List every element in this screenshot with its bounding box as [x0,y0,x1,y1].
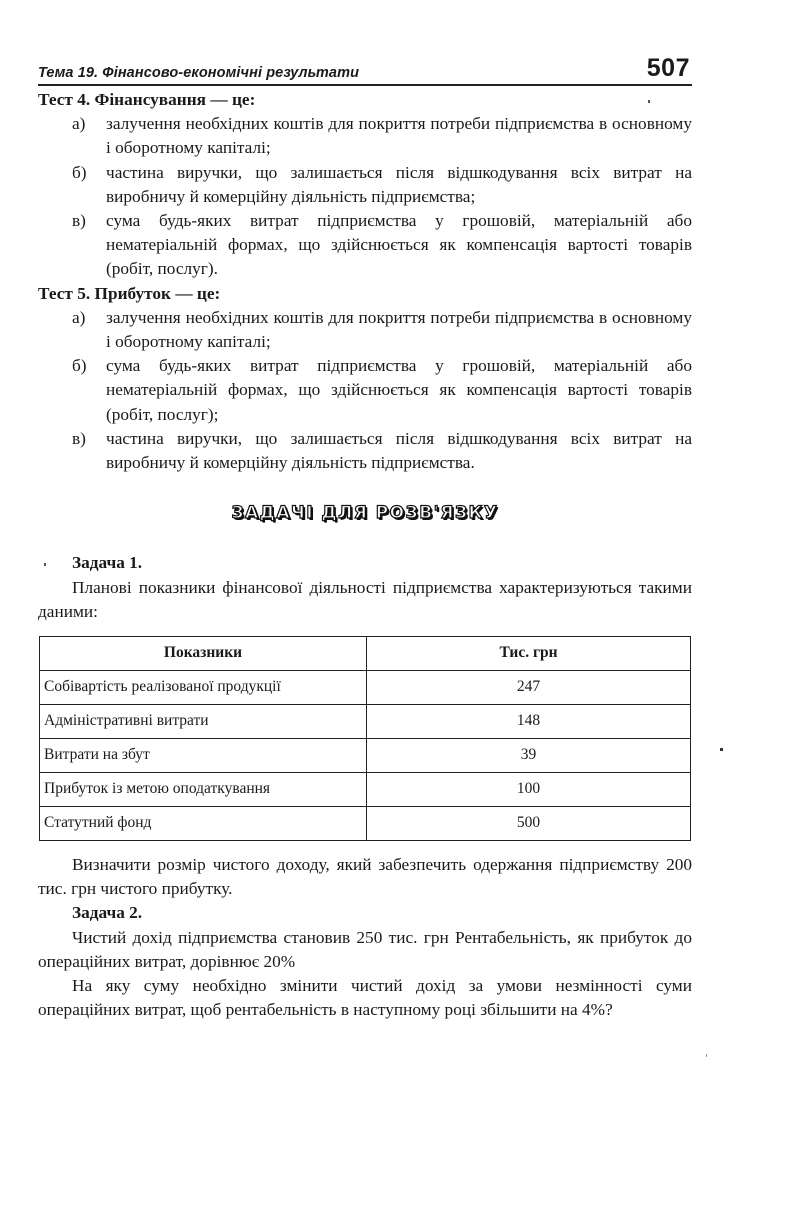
column-header-indicators: Показники [40,637,367,671]
indicator-value: 100 [367,773,691,807]
test-option [38,112,692,160]
indicator-value: 148 [367,705,691,739]
option-text: залучення необхідних коштів для покриття потреби підприємства в основному і оборотному капіталі; [106,307,692,352]
test-option [38,306,692,354]
table-row [40,671,691,705]
option-text: сума будь-яких витрат підприємства у грошовій, матеріальній або нематеріальній формах, що здійснюється як компенсація вартості товарів (робіт, послуг). [106,211,692,279]
indicator-value: 247 [367,671,691,705]
scan-speck [720,748,723,751]
table-row [40,773,691,807]
indicator-value: 500 [367,807,691,841]
task-title: Задача 1. [72,553,143,573]
section-heading: ЗАДАЧІ ДЛЯ РОЗВ'ЯЗКУ [231,503,499,524]
indicator-name: Адміністративні витрати [40,705,367,739]
test-option [38,209,692,282]
test-option [38,427,692,475]
option-letter: б) [72,356,87,376]
indicator-name: Прибуток із метою оподаткування [40,773,367,807]
running-title: Тема 19. Фінансово-економічні результати [38,65,360,81]
table-row [40,739,691,773]
test-option [38,354,692,427]
option-text: частина виручки, що залишається після відшкодування всіх витрат на виробничу й комерційну діяльність підприємства. [106,428,692,473]
task-title: Задача 2. [72,903,143,923]
option-letter: в) [72,211,86,231]
option-letter: а) [72,114,86,134]
option-text: сума будь-яких витрат підприємства у грошовій, матеріальній або нематеріальній формах, що здійснюється як компенсація вартості товарів (робіт, послуг); [106,356,692,424]
indicator-name: Собівартість реалізованої продукції [40,671,367,705]
task-intro: Планові показники фінансової діяльності підприємства характеризуються такими даними: [38,577,692,621]
table-row [40,807,691,841]
indicators-table [39,636,691,841]
task-1 [38,551,692,901]
test-option [38,161,692,209]
column-header-amount: Тис. грн [367,637,691,671]
indicator-name: Статутний фонд [40,807,367,841]
page-number: 507 [646,54,690,82]
table-row [40,705,691,739]
task-paragraph: Чистий дохід підприємства становив 250 тис. грн Рентабельність, як прибуток до операційних витрат, дорівнює 20% [38,927,692,971]
scan-speck [44,563,46,566]
option-text: частина виручки, що залишається після відшкодування всіх витрат на виробничу й комерційну діяльність підприємства; [106,162,692,206]
page-content [38,88,692,1022]
task-2 [38,901,692,1022]
option-letter: б) [72,162,87,182]
table-header-row [40,637,691,671]
test-block-5 [38,282,692,476]
indicator-value: 39 [367,739,691,773]
task-paragraph: На яку суму необхідно змінити чистий дохід за умови незмінності суми операційних витрат, щоб рентабельність в наступному році збільшити на 4%? [38,976,692,1020]
task-question: Визначити розмір чистого доходу, який забезпечить одержання підприємству 200 тис. грн чистого прибутку. [38,855,692,899]
option-text: залучення необхідних коштів для покриття потреби підприємства в основному і оборотному капіталі; [106,114,692,158]
test-title: Тест 4. Фінансування — це: [38,90,256,109]
running-header [38,54,692,86]
indicator-name: Витрати на збут [40,739,367,773]
option-letter: в) [72,428,86,448]
option-letter: а) [72,307,86,327]
test-block-4 [38,88,692,282]
scan-speck [706,1054,707,1057]
test-title: Тест 5. Прибуток — це: [38,283,221,303]
